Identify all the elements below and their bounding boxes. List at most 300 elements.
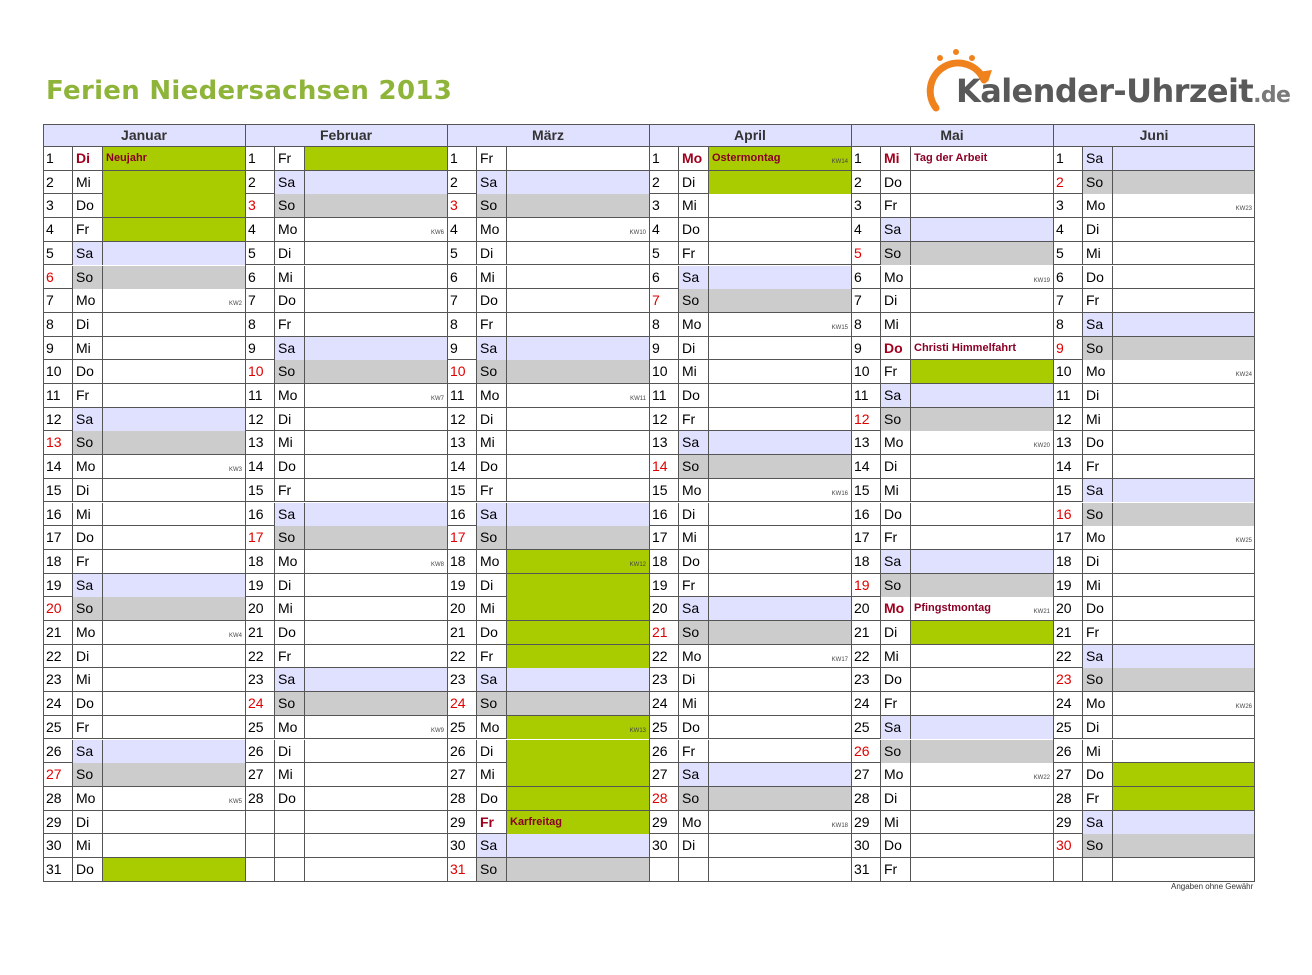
day-note-cell[interactable] (305, 218, 447, 241)
day-note-cell[interactable] (103, 526, 245, 549)
day-number: 25 (1053, 716, 1083, 739)
day-number: 18 (447, 550, 477, 573)
weekday: Sa (881, 550, 911, 573)
day-row (1053, 360, 1255, 384)
day-number: 12 (1053, 408, 1083, 431)
day-note-cell[interactable] (1113, 787, 1255, 810)
day-number: 29 (851, 811, 881, 834)
day-note-cell[interactable] (305, 645, 447, 668)
day-note-cell[interactable] (103, 834, 245, 857)
day-note-cell[interactable] (911, 503, 1053, 526)
day-note-cell[interactable] (507, 147, 649, 170)
day-note-cell[interactable] (103, 597, 245, 620)
day-note-cell[interactable] (103, 716, 245, 739)
day-row (43, 858, 245, 882)
day-note-cell[interactable] (507, 526, 649, 549)
day-note-cell[interactable] (911, 289, 1053, 312)
weekday: Mo (73, 455, 103, 478)
day-note-cell[interactable] (305, 550, 447, 573)
day-number: 1 (43, 147, 73, 170)
day-note-cell[interactable] (911, 645, 1053, 668)
day-note-cell[interactable] (1113, 289, 1255, 312)
day-note-cell[interactable] (507, 645, 649, 668)
day-note-cell[interactable] (709, 597, 851, 620)
day-row (851, 242, 1053, 266)
day-note-cell[interactable] (911, 408, 1053, 431)
day-note-cell[interactable] (305, 716, 447, 739)
day-note-cell[interactable] (911, 194, 1053, 217)
day-note-cell[interactable] (507, 289, 649, 312)
day-note-cell[interactable] (103, 692, 245, 715)
day-note-cell[interactable] (911, 337, 1053, 360)
day-note-cell[interactable] (911, 621, 1053, 644)
day-row (1053, 668, 1255, 692)
day-note-cell[interactable] (305, 692, 447, 715)
day-note-cell[interactable] (709, 787, 851, 810)
day-row (43, 194, 245, 218)
day-note-cell[interactable] (103, 289, 245, 312)
day-note-cell[interactable] (103, 218, 245, 241)
day-note-cell[interactable] (305, 787, 447, 810)
day-note-cell[interactable] (709, 218, 851, 241)
day-note-cell[interactable] (911, 455, 1053, 478)
day-note-cell[interactable] (709, 313, 851, 336)
day-note-cell[interactable] (103, 408, 245, 431)
weekday: So (73, 597, 103, 620)
day-note-cell[interactable] (103, 621, 245, 644)
day-note-cell[interactable] (507, 455, 649, 478)
day-row (1053, 147, 1255, 171)
day-row (245, 455, 447, 479)
weekday: So (73, 431, 103, 454)
day-note-cell[interactable] (709, 503, 851, 526)
day-note-cell[interactable] (103, 503, 245, 526)
day-note-cell[interactable] (305, 479, 447, 502)
weekday: Sa (881, 384, 911, 407)
weekday: Mi (73, 668, 103, 691)
day-note-cell[interactable] (305, 811, 447, 834)
day-note-cell[interactable] (103, 431, 245, 454)
day-row (1053, 242, 1255, 266)
day-note-cell[interactable] (507, 763, 649, 786)
day-note-cell[interactable] (1113, 740, 1255, 763)
day-note-cell[interactable] (1113, 313, 1255, 336)
day-note-cell[interactable] (709, 574, 851, 597)
day-note-cell[interactable] (103, 313, 245, 336)
day-note-cell[interactable] (103, 858, 245, 881)
day-number (245, 858, 275, 881)
day-note-cell[interactable] (911, 384, 1053, 407)
day-row (851, 550, 1053, 574)
day-note-cell[interactable] (1113, 218, 1255, 241)
day-note-cell[interactable] (1113, 431, 1255, 454)
day-note-cell[interactable] (103, 171, 245, 194)
week-number: KW15 (831, 324, 848, 331)
day-note-cell[interactable] (305, 337, 447, 360)
day-note-cell[interactable] (507, 266, 649, 289)
weekday: Mi (275, 597, 305, 620)
day-note-cell[interactable] (305, 242, 447, 265)
day-note-cell[interactable] (507, 242, 649, 265)
day-note-cell[interactable] (1113, 337, 1255, 360)
weekday: Do (1083, 597, 1113, 620)
day-note-cell[interactable] (1113, 360, 1255, 383)
day-number: 4 (851, 218, 881, 241)
day-number: 12 (43, 408, 73, 431)
day-note-cell[interactable] (507, 408, 649, 431)
day-note-cell[interactable] (1113, 194, 1255, 217)
day-note-cell[interactable] (911, 763, 1053, 786)
day-note-cell[interactable] (911, 834, 1053, 857)
day-number: 5 (649, 242, 679, 265)
day-note-cell[interactable] (911, 716, 1053, 739)
day-number: 8 (447, 313, 477, 336)
day-note-cell[interactable] (1113, 834, 1255, 857)
day-note-cell[interactable] (103, 479, 245, 502)
day-row (1053, 550, 1255, 574)
day-note-cell[interactable] (507, 787, 649, 810)
day-note-cell[interactable] (1113, 858, 1255, 881)
day-note-cell[interactable] (911, 147, 1053, 170)
weekday: Sa (73, 574, 103, 597)
weekday: So (73, 763, 103, 786)
day-number: 26 (43, 740, 73, 763)
day-note-cell[interactable] (709, 360, 851, 383)
day-row (447, 289, 649, 313)
day-number: 19 (1053, 574, 1083, 597)
day-note-cell[interactable] (709, 337, 851, 360)
week-number: KW2 (228, 301, 242, 308)
day-note-cell[interactable] (507, 194, 649, 217)
day-note-cell[interactable] (911, 266, 1053, 289)
day-note-cell[interactable] (507, 479, 649, 502)
day-note-cell[interactable] (1113, 242, 1255, 265)
day-note-cell[interactable] (305, 597, 447, 620)
day-number: 17 (43, 526, 73, 549)
weekday: Do (881, 668, 911, 691)
day-note-cell[interactable] (103, 337, 245, 360)
day-note-cell[interactable] (507, 313, 649, 336)
day-note-cell[interactable] (103, 668, 245, 691)
day-note-cell[interactable] (103, 574, 245, 597)
day-note-cell[interactable] (709, 479, 851, 502)
day-note-cell[interactable] (911, 787, 1053, 810)
day-note-cell[interactable] (507, 597, 649, 620)
day-note-cell[interactable] (507, 858, 649, 881)
grid-line (43, 124, 44, 882)
day-note-cell[interactable] (103, 266, 245, 289)
day-note-cell[interactable] (1113, 266, 1255, 289)
day-number: 5 (245, 242, 275, 265)
day-note-cell[interactable] (709, 716, 851, 739)
day-note-cell[interactable] (709, 645, 851, 668)
day-note-cell[interactable] (507, 621, 649, 644)
day-row (649, 194, 851, 218)
day-note-cell[interactable] (305, 408, 447, 431)
weekday: Do (1083, 431, 1113, 454)
day-note-cell[interactable] (709, 266, 851, 289)
day-number: 6 (43, 266, 73, 289)
day-note-cell[interactable] (1113, 574, 1255, 597)
day-note-cell[interactable] (1113, 479, 1255, 502)
weekday: Di (679, 171, 709, 194)
weekday: Do (679, 218, 709, 241)
day-number: 23 (649, 668, 679, 691)
day-number: 21 (245, 621, 275, 644)
day-note-cell[interactable] (1113, 692, 1255, 715)
day-row (447, 858, 649, 882)
day-note-cell[interactable] (507, 692, 649, 715)
day-note-cell[interactable] (305, 360, 447, 383)
day-note-cell[interactable] (911, 550, 1053, 573)
day-number: 24 (649, 692, 679, 715)
day-note-cell[interactable] (507, 171, 649, 194)
day-note-cell[interactable] (507, 574, 649, 597)
weekday: Mo (1083, 526, 1113, 549)
day-note-cell[interactable] (911, 668, 1053, 691)
day-note-cell[interactable] (911, 479, 1053, 502)
day-note-cell[interactable] (1113, 621, 1255, 644)
day-note-cell[interactable] (305, 455, 447, 478)
day-row (43, 503, 245, 527)
weekday: Do (881, 503, 911, 526)
day-note-cell[interactable] (305, 574, 447, 597)
day-note-cell[interactable] (1113, 668, 1255, 691)
day-number: 25 (43, 716, 73, 739)
day-note-cell[interactable] (1113, 597, 1255, 620)
day-note-cell[interactable] (507, 431, 649, 454)
weekday: Sa (477, 668, 507, 691)
month-april (649, 124, 851, 882)
weekday: Mo (73, 787, 103, 810)
day-number: 19 (649, 574, 679, 597)
day-number: 12 (649, 408, 679, 431)
day-number: 19 (245, 574, 275, 597)
day-note-cell[interactable] (709, 194, 851, 217)
day-note-cell[interactable] (911, 597, 1053, 620)
day-note-cell[interactable] (507, 811, 649, 834)
weekday: So (1083, 503, 1113, 526)
day-note-cell[interactable] (103, 384, 245, 407)
day-note-cell[interactable] (709, 668, 851, 691)
day-note-cell[interactable] (305, 526, 447, 549)
weekday: Mi (477, 266, 507, 289)
day-note-cell[interactable] (911, 171, 1053, 194)
day-note-cell[interactable] (709, 289, 851, 312)
day-note-cell[interactable] (103, 740, 245, 763)
day-note-cell[interactable] (1113, 550, 1255, 573)
weekday: Mo (275, 716, 305, 739)
day-note-cell[interactable] (507, 337, 649, 360)
day-note-cell[interactable] (709, 858, 851, 881)
day-number: 27 (245, 763, 275, 786)
day-note-cell[interactable] (911, 313, 1053, 336)
day-number: 30 (649, 834, 679, 857)
day-number: 11 (245, 384, 275, 407)
day-number: 27 (649, 763, 679, 786)
day-note-cell[interactable] (103, 147, 245, 170)
grid-line (245, 124, 246, 882)
day-note-cell[interactable] (305, 171, 447, 194)
day-note-cell[interactable] (507, 716, 649, 739)
day-note-cell[interactable] (1113, 503, 1255, 526)
day-note-cell[interactable] (1113, 811, 1255, 834)
day-note-cell[interactable] (709, 147, 851, 170)
day-note-cell[interactable] (911, 360, 1053, 383)
weekday: So (477, 858, 507, 881)
day-note-cell[interactable] (305, 740, 447, 763)
day-row (447, 740, 649, 764)
weekday: Mi (679, 692, 709, 715)
day-note-cell[interactable] (507, 740, 649, 763)
day-note-cell[interactable] (103, 811, 245, 834)
day-number: 31 (851, 858, 881, 881)
day-row (245, 384, 447, 408)
day-note-cell[interactable] (911, 218, 1053, 241)
day-note-cell[interactable] (507, 668, 649, 691)
day-row (43, 266, 245, 290)
day-note-cell[interactable] (1113, 408, 1255, 431)
day-note-cell[interactable] (103, 360, 245, 383)
day-number: 11 (1053, 384, 1083, 407)
day-note-cell[interactable] (103, 787, 245, 810)
day-note-cell[interactable] (103, 645, 245, 668)
day-number: 11 (851, 384, 881, 407)
day-note-cell[interactable] (911, 858, 1053, 881)
day-note-cell[interactable] (709, 740, 851, 763)
weekday: So (477, 526, 507, 549)
holiday-label: Neujahr (106, 152, 147, 164)
day-note-cell[interactable] (305, 266, 447, 289)
month-header: Januar (43, 124, 245, 147)
day-note-cell[interactable] (709, 408, 851, 431)
weekday (275, 811, 305, 834)
day-note-cell[interactable] (911, 574, 1053, 597)
day-note-cell[interactable] (1113, 171, 1255, 194)
day-note-cell[interactable] (911, 431, 1053, 454)
weekday: Mi (477, 431, 507, 454)
day-row (649, 408, 851, 432)
day-note-cell[interactable] (305, 834, 447, 857)
day-number: 8 (1053, 313, 1083, 336)
day-note-cell[interactable] (911, 811, 1053, 834)
day-note-cell[interactable] (305, 194, 447, 217)
day-note-cell[interactable] (305, 503, 447, 526)
day-row (245, 194, 447, 218)
weekday: So (679, 787, 709, 810)
day-note-cell[interactable] (1113, 455, 1255, 478)
day-number: 17 (447, 526, 477, 549)
day-note-cell[interactable] (709, 455, 851, 478)
day-number: 23 (851, 668, 881, 691)
weekday: Fr (477, 811, 507, 834)
day-note-cell[interactable] (709, 384, 851, 407)
day-row (43, 787, 245, 811)
day-note-cell[interactable] (709, 621, 851, 644)
day-note-cell[interactable] (709, 834, 851, 857)
day-note-cell[interactable] (103, 763, 245, 786)
day-note-cell[interactable] (103, 550, 245, 573)
day-note-cell[interactable] (1113, 526, 1255, 549)
day-note-cell[interactable] (305, 668, 447, 691)
weekday: Do (679, 716, 709, 739)
day-note-cell[interactable] (709, 550, 851, 573)
day-number: 25 (447, 716, 477, 739)
day-number: 28 (1053, 787, 1083, 810)
day-number: 17 (245, 526, 275, 549)
day-note-cell[interactable] (507, 218, 649, 241)
day-note-cell[interactable] (305, 384, 447, 407)
day-note-cell[interactable] (911, 692, 1053, 715)
day-note-cell[interactable] (1113, 763, 1255, 786)
day-note-cell[interactable] (103, 455, 245, 478)
day-note-cell[interactable] (709, 431, 851, 454)
weekday (275, 834, 305, 857)
day-row (851, 147, 1053, 171)
day-note-cell[interactable] (507, 360, 649, 383)
day-note-cell[interactable] (507, 384, 649, 407)
day-row (1053, 716, 1255, 740)
weekday: Di (477, 408, 507, 431)
day-row (447, 431, 649, 455)
day-row (43, 550, 245, 574)
day-row (245, 834, 447, 858)
day-number: 20 (851, 597, 881, 620)
day-note-cell[interactable] (1113, 716, 1255, 739)
day-note-cell[interactable] (911, 242, 1053, 265)
day-note-cell[interactable] (1113, 147, 1255, 170)
day-note-cell[interactable] (103, 194, 245, 217)
day-note-cell[interactable] (1113, 645, 1255, 668)
day-row (851, 597, 1053, 621)
day-note-cell[interactable] (709, 763, 851, 786)
day-note-cell[interactable] (709, 242, 851, 265)
day-note-cell[interactable] (507, 503, 649, 526)
weekday: Sa (275, 503, 305, 526)
day-note-cell[interactable] (103, 242, 245, 265)
day-note-cell[interactable] (305, 858, 447, 881)
day-note-cell[interactable] (709, 171, 851, 194)
day-note-cell[interactable] (305, 289, 447, 312)
day-note-cell[interactable] (709, 526, 851, 549)
day-note-cell[interactable] (507, 550, 649, 573)
day-note-cell[interactable] (305, 313, 447, 336)
holiday-label: Pfingstmontag (914, 602, 991, 615)
day-note-cell[interactable] (911, 526, 1053, 549)
weekday: Di (1083, 716, 1113, 739)
day-note-cell[interactable] (305, 621, 447, 644)
day-row (447, 171, 649, 195)
day-number: 7 (245, 289, 275, 312)
holiday-label: Ostermontag (712, 152, 781, 164)
day-number: 9 (649, 337, 679, 360)
weekday: Mo (1083, 194, 1113, 217)
day-note-cell[interactable] (1113, 384, 1255, 407)
day-row (245, 692, 447, 716)
day-note-cell[interactable] (305, 147, 447, 170)
day-note-cell[interactable] (507, 834, 649, 857)
week-number: KW12 (629, 561, 646, 568)
logo[interactable] (918, 42, 1291, 122)
day-row (649, 858, 851, 882)
day-number: 27 (447, 763, 477, 786)
day-note-cell[interactable] (305, 431, 447, 454)
day-note-cell[interactable] (709, 692, 851, 715)
day-note-cell[interactable] (911, 740, 1053, 763)
day-note-cell[interactable] (305, 763, 447, 786)
day-note-cell[interactable] (709, 811, 851, 834)
weekday: Di (679, 503, 709, 526)
